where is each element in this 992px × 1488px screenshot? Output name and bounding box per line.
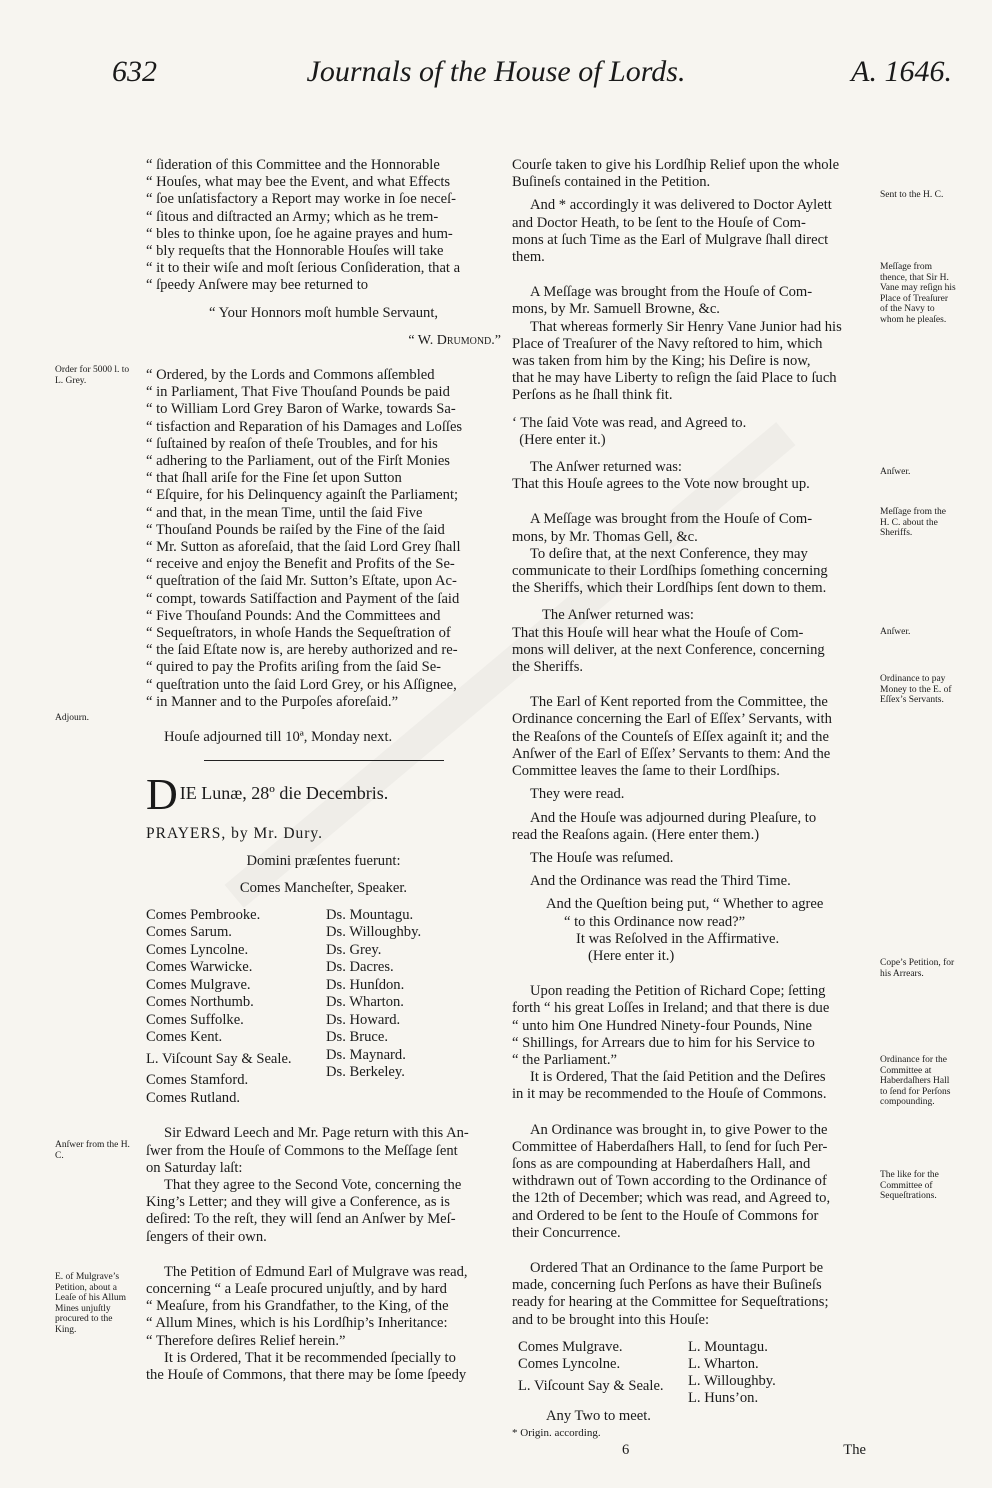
committee-member: Comes Lyncolne.	[518, 1355, 621, 1372]
text-line: concerning “ a Leaſe procured unjuſtly, and by hard	[146, 1281, 447, 1298]
text-line: The Anſwer returned was:	[542, 607, 694, 624]
text-line: “ adhering to the Parliament, out of the Firſt Monies	[146, 453, 450, 470]
text-line: “ the Parliament.”	[512, 1051, 617, 1068]
text-line: “ ſpeedy Anſwere may bee returned to	[146, 277, 369, 294]
text-line: mons, by Mr. Samuell Browne, &c.	[512, 301, 720, 318]
lord-name: Ds. Howard.	[326, 1011, 401, 1028]
text-line: “ compt, towards Satiſfaction and Payment of the ſaid	[146, 590, 460, 607]
text-line: The Anſwer returned was:	[530, 459, 682, 476]
lord-name: Comes Kent.	[146, 1029, 223, 1046]
text-line: read the Reaſons again. (Here enter them.)	[512, 826, 760, 843]
text-line: “ queſtration of the ſaid Mr. Sutton’s Eſtate, upon Ac-	[146, 573, 457, 590]
text-line: and Ordered to be ſent to the Houſe of Commons for	[512, 1207, 819, 1224]
lord-name: Ds. Willoughby.	[326, 924, 422, 941]
margin-note-adjourn: Adjourn.	[55, 713, 90, 723]
text-line: That they agree to the Second Vote, concerning the	[164, 1177, 462, 1194]
answer-paragraph	[146, 1125, 501, 1177]
text-line: That this Houſe will hear what the Houſe of Com-	[512, 624, 804, 641]
text-line: It is Ordered, That the ſaid Petition and the Deſires	[530, 1069, 826, 1086]
text-line: was taken from him by the King; his Deſire is now,	[512, 353, 811, 370]
text-line: “ quired to pay the Profits ariſing from the ſaid Se-	[146, 659, 442, 676]
text-line: ready for hearing at the Committee for Sequeſtrations;	[512, 1294, 829, 1311]
ordered-paragraph	[146, 1350, 501, 1384]
committee-member: Comes Mulgrave.	[518, 1338, 623, 1355]
text-line: The Petition of Edmund Earl of Mulgrave was read,	[164, 1263, 468, 1280]
text-line: mons will deliver, at the next Conference, concerning	[512, 641, 825, 658]
text-line: That whereas formerly Sir Henry Vane Junior had his	[530, 318, 842, 335]
text-line: “ Five Thouſand Pounds: And the Committees and	[146, 607, 441, 624]
text-line: And * accordingly it was delivered to Doctor Aylett	[530, 197, 832, 214]
letter-closing: “ Your Honnors moſt humble Servaunt,	[208, 304, 439, 321]
drop-cap: D	[146, 770, 178, 820]
text-line: That this Houſe agrees to the Vote now brought up.	[512, 476, 810, 493]
text-line: the Reaſons of the Counteſs of Eſſex againſt it; and the	[512, 728, 829, 745]
text-line: “ Thouſand Pounds be raiſed by the Fine of the ſaid	[146, 521, 445, 538]
text-line: Anſwer of the Earl of Eſſex’ Servants to them: And the	[512, 745, 831, 762]
text-line: Sir Edward Leech and Mr. Page return with this An-	[164, 1125, 469, 1142]
text-line: “ bly requeſts that the Honnorable Houſes will take	[146, 243, 444, 260]
text-line: Place of Treaſurer of the Navy reſtored to him, which	[512, 335, 823, 352]
lord-name: Ds. Dacres.	[326, 959, 394, 976]
day-heading-text: IE Lunæ, 28º die Decembris.	[179, 783, 389, 804]
text-line: Buſineſs contained in the Petition.	[512, 174, 711, 191]
text-line: on Saturday laſt:	[146, 1159, 243, 1176]
text-line: them.	[512, 249, 545, 266]
committee-list	[518, 1339, 874, 1408]
quote-block	[146, 157, 501, 295]
day-heading	[146, 770, 501, 820]
text-line: communicate to their Lordſhips ſomething concerning	[512, 563, 828, 580]
prayers-line: PRAYERS, by Mr. Dury.	[146, 825, 324, 843]
text-line: “ to this Ordinance now read?”	[564, 913, 746, 930]
text-line: “ receive and enjoy the Benefit and Profits of the Se-	[146, 556, 455, 573]
text-line: (Here enter it.)	[512, 431, 606, 448]
text-line: And the Houſe was adjourned during Pleaſure, to	[530, 809, 817, 826]
text-line: (Here enter it.)	[588, 947, 675, 964]
lord-name: Ds. Hunſdon.	[326, 976, 405, 993]
text-line: in it may be recommended to the Houſe of Commons.	[512, 1086, 827, 1103]
text-line: “ Allum Mines, which is his Lordſhip’s Inheritance:	[146, 1315, 448, 1332]
lord-name: Ds. Berkeley.	[326, 1064, 405, 1081]
text-line: An Ordinance was brought in, to give Power to the	[530, 1121, 828, 1138]
text-line: “ the ſaid Eſtate now is, are hereby authorized and re-	[146, 642, 458, 659]
committee-member: L. Mountagu.	[688, 1338, 768, 1355]
text-line: “ in Manner and to the Purpoſes aforeſaid.”	[146, 693, 399, 710]
page-number: 632	[112, 55, 157, 88]
text-line: Upon reading the Petition of Richard Cope; ſetting	[530, 983, 826, 1000]
adjourn-line: Houſe adjourned till 10ª, Monday next.	[164, 729, 393, 746]
lord-name: Ds. Wharton.	[326, 994, 404, 1011]
text-line: Ordinance concerning the Earl of Eſſex’ Servants, with	[512, 711, 832, 728]
text-line: withdrawn out of Town according to the Ordinance of	[512, 1173, 827, 1190]
text-line: the 12th of December; which was read, and Agreed to,	[512, 1190, 831, 1207]
lord-name: Comes Mulgrave.	[146, 976, 251, 993]
section-divider	[204, 760, 444, 761]
text-line: ſwer from the Houſe of Commons to the Meſſage ſent	[146, 1142, 458, 1159]
text-line: “ to William Lord Grey Baron of Warke, towards Sa-	[146, 401, 456, 418]
committee-member: L. Willoughby.	[688, 1373, 776, 1390]
text-line: And the Queſtion being put, “ Whether to agree	[546, 896, 824, 913]
text-line: “ ſitous and diſtracted an Army; which as he trem-	[146, 208, 439, 225]
text-line: A Meſſage was brought from the Houſe of Com-	[530, 284, 813, 301]
text-line: “ bles to thinke upon, ſoe he againe prayes and hum-	[146, 225, 453, 242]
margin-note-vane: Meſſage from thence, that Sir H. Vane may reſign his Place of Treaſurer of the Navy to whom he pleaſes.	[880, 262, 956, 325]
text-line: “ ſoe unſatisfactory a Report may worke in ſoe neceſ-	[146, 191, 456, 208]
text-line: “ and that, in the mean Time, until the ſaid Five	[146, 504, 423, 521]
text-line: “ Eſquire, for his Delinquency againſt the Parliament;	[146, 487, 459, 504]
margin-note-answer-2: Anſwer.	[880, 627, 911, 637]
text-line: To deſire that, at the next Conference, they may	[530, 545, 808, 562]
footnote: * Origin. according.	[512, 1426, 601, 1439]
text-line: They were read.	[530, 786, 625, 803]
text-line: mons at ſuch Time as the Earl of Mulgrave ſhall direct	[512, 231, 829, 248]
lord-name: Comes Pembrooke.	[146, 906, 261, 923]
margin-note-answer-1: Anſwer.	[880, 467, 911, 477]
text-line: and Doctor Heath, to be ſent to the Houſe of Com-	[512, 214, 806, 231]
petition-paragraph	[146, 1264, 501, 1350]
margin-note-mulgrave: E. of Mulgrave’s Petition, about a Leaſe of his Allum Mines unjuſtly procured to the King.	[55, 1272, 126, 1335]
margin-note-sequestration: The like for the Committee of Sequeſtrations.	[880, 1170, 939, 1201]
text-line: the Houſe of Commons, that there may be ſome ſpeedy	[146, 1367, 467, 1384]
signature-mark: 6	[622, 1442, 630, 1458]
text-line: And the Ordinance was read the Third Time.	[530, 873, 791, 890]
lord-name: Ds. Maynard.	[326, 1046, 406, 1063]
committee-member: L. Viſcount Say & Seale.	[518, 1378, 664, 1395]
page-title: Journals of the House of Lords.	[306, 55, 686, 88]
lord-name: Ds. Grey.	[326, 941, 382, 958]
text-line: A Meſſage was brought from the Houſe of Com-	[530, 511, 813, 528]
margin-note-haber: Ordinance for the Committee at Haberdaſhers Hall to ſend for Perſons compounding.	[880, 1055, 951, 1107]
lord-name: Comes Lyncolne.	[146, 941, 249, 958]
margin-note-answer: Anſwer from the H. C.	[55, 1140, 130, 1161]
committee-member: L. Wharton.	[688, 1355, 759, 1372]
text-line: The Houſe was reſumed.	[530, 849, 674, 866]
margin-note-sheriffs: Meſſage from the H. C. about the Sheriffs.	[880, 507, 946, 538]
text-line: “ ſuſtained by reaſon of theſe Troubles, and for his	[146, 435, 438, 452]
text-line: “ Sequeſtrators, in whoſe Hands the Sequeſtration of	[146, 625, 451, 642]
text-line: that he may have Liberty to reſign the ſaid Place to ſuch	[512, 370, 837, 387]
lords-present-list	[146, 907, 501, 1108]
order-block	[146, 367, 501, 711]
text-line: mons, by Mr. Thomas Gell, &c.	[512, 528, 698, 545]
lord-name: Comes Rutland.	[146, 1089, 241, 1106]
lord-name: L. Viſcount Say & Seale.	[146, 1050, 292, 1067]
text-line: It was Reſolved in the Affirmative.	[576, 930, 780, 947]
lord-name: Ds. Mountagu.	[326, 906, 414, 923]
agree-paragraph	[146, 1177, 501, 1246]
text-line: The Earl of Kent reported from the Committee, the	[530, 694, 828, 711]
margin-note-sent: Sent to the H. C.	[880, 190, 944, 200]
text-line: “ it to their wiſe and moſt ſerious Conſideration, that a	[146, 260, 461, 277]
text-line: “ Therefore deſires Relief herein.”	[146, 1332, 346, 1349]
text-line: made, concerning ſuch Perſons as have their Buſineſs	[512, 1277, 822, 1294]
lord-name: Comes Suffolke.	[146, 1011, 244, 1028]
text-line: “ ſideration of this Committee and the Honnorable	[146, 157, 440, 173]
text-line: “ Meaſure, from his Grandfather, to the King, of the	[146, 1298, 449, 1315]
text-line: ‘ The ſaid Vote was read, and Agreed to.	[512, 414, 747, 431]
text-line: King’s Letter; and they will give a Conference, as is	[146, 1194, 450, 1211]
lord-name: Comes Sarum.	[146, 924, 232, 941]
text-line: Committee of Haberdaſhers Hall, to ſend for ſuch Per-	[512, 1138, 828, 1155]
text-line: “ unto him One Hundred Ninety-four Pounds, Nine	[512, 1017, 812, 1034]
margin-note-essex: Ordinance to pay Money to the E. of Eſſex’s Servants.	[880, 674, 952, 705]
left-column	[146, 157, 501, 1384]
domini-line: Domini præſentes fuerunt:	[246, 852, 401, 869]
text-line: the Sheriffs.	[512, 659, 584, 676]
text-line: ſons as are compounding at Haberdaſhers Hall, and	[512, 1155, 811, 1172]
text-line: “ Houſes, what may bee the Event, and what Effects	[146, 174, 451, 191]
text-line: It is Ordered, That it be recommended ſpecially to	[164, 1349, 456, 1366]
text-line: Ordered That an Ordinance to the ſame Purport be	[530, 1259, 824, 1276]
lord-name: Comes Stamford.	[146, 1072, 249, 1089]
committee-member: L. Huns’on.	[688, 1390, 759, 1407]
text-line: the Sheriffs, which their Lordſhips ſent down to them.	[512, 580, 827, 597]
text-line: and to be brought into this Houſe:	[512, 1311, 709, 1328]
text-line: Committee leaves the ſame to their Lordſhips.	[512, 763, 780, 780]
text-line: “ in Parliament, That Five Thouſand Pounds be paid	[146, 384, 450, 401]
text-line: forth “ his great Loſſes in Ireland; and that there is due	[512, 1000, 830, 1017]
right-column	[512, 157, 874, 1459]
text-line: “ tisfaction and Reparation of his Damages and Loſſes	[146, 418, 463, 435]
text-line: “ Ordered, by the Lords and Commons aſſembled	[146, 367, 435, 384]
lord-name: Ds. Bruce.	[326, 1029, 389, 1046]
letter-signature: “ W. Drumond.”	[408, 332, 501, 348]
text-line: Any Two to meet.	[546, 1407, 651, 1424]
margin-note-order: Order for 5000 l. to L. Grey.	[55, 365, 130, 386]
text-line: “ queſtration unto the ſaid Lord Grey, or his Aſſignee,	[146, 676, 457, 693]
text-line: “ that ſhall ariſe for the Fine ſet upon Sutton	[146, 470, 402, 487]
text-line: Courſe taken to give his Lordſhip Relief upon the whole	[512, 157, 840, 173]
text-line: “ Mr. Sutton as aforeſaid, that the ſaid Lord Grey ſhall	[146, 539, 461, 556]
text-line: their Concurrence.	[512, 1224, 621, 1241]
text-line: “ Shillings, for Arrears due to him for his Service to	[512, 1034, 815, 1051]
text-line: Perſons as he ſhall think fit.	[512, 387, 673, 404]
lord-name: Comes Warwicke.	[146, 959, 253, 976]
lord-name: Comes Northumb.	[146, 994, 254, 1011]
catchword: The	[843, 1442, 866, 1458]
text-line: deſired: To the reſt, they will ſend an Anſwer by Meſ-	[146, 1211, 456, 1228]
page-year: A. 1646.	[851, 55, 952, 88]
margin-note-cope: Cope’s Petition, for his Arrears.	[880, 958, 955, 979]
text-line: ſengers of their own.	[146, 1228, 267, 1245]
speaker-line: Comes Mancheſter, Speaker.	[239, 879, 408, 896]
